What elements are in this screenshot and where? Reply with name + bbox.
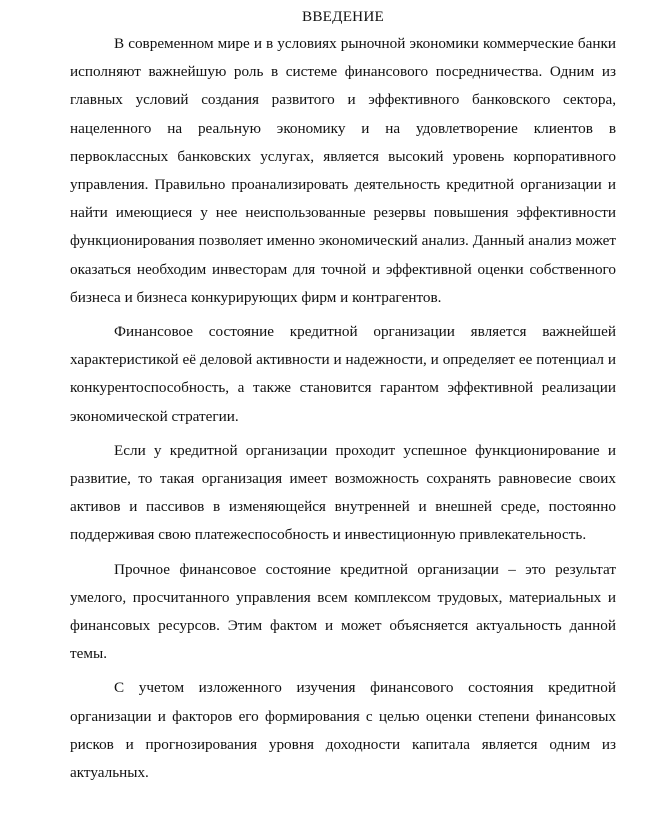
paragraph-4: Прочное финансовое состояние кредитной организации – это результат умелого, просчитанного управления всем комплексом трудовых, материальных и финансовых ресурсов. Этим фактом и может объясняется актуальность данной темы. xyxy=(70,560,616,663)
paragraph-5: С учетом изложенного изучения финансового состояния кредитной организации и факторов его формирования с целью оценки степени финансовых рисков и прогнозирования уровня доходности капитала является одним из актуальных. xyxy=(70,679,616,782)
paragraph-1: В современном мире и в условиях рыночной экономики коммерческие банки исполняют важнейшую роль в системе финансового посредничества. Одним из главных условий создания развитого и эффективного банковского сектора, нацеленного на реальную экономику и на удовлетворение клиентов в первоклассных банковских услугах, является высокий уровень корпоративного управления. Правильно проанализировать деятельность кредитной организации и найти имеющиеся у нее неиспользованные резервы повышения эффективности функционирования позволяет именно экономический анализ. Данный анализ может оказаться необходим инвесторам для точной и эффективной оценки собственного бизнеса и бизнеса конкурирующих фирм и контрагентов. xyxy=(70,35,616,306)
document-title: ВВЕДЕНИЕ xyxy=(302,8,384,25)
paragraph-2: Финансовое состояние кредитной организации является важнейшей характеристикой её деловой активности и надежности, и определяет ее потенциал и конкурентоспособность, а также становится гарантом эффективной реализации экономической стратегии. xyxy=(70,323,616,425)
paragraph-3: Если у кредитной организации проходит успешное функционирование и развитие, то такая организация имеет возможность сохранять равновесие своих активов и пассивов в изменяющейся внутренней и внешней среде, постоянно поддерживая свою платежеспособность и инвестиционную привлекательность. xyxy=(70,441,616,544)
